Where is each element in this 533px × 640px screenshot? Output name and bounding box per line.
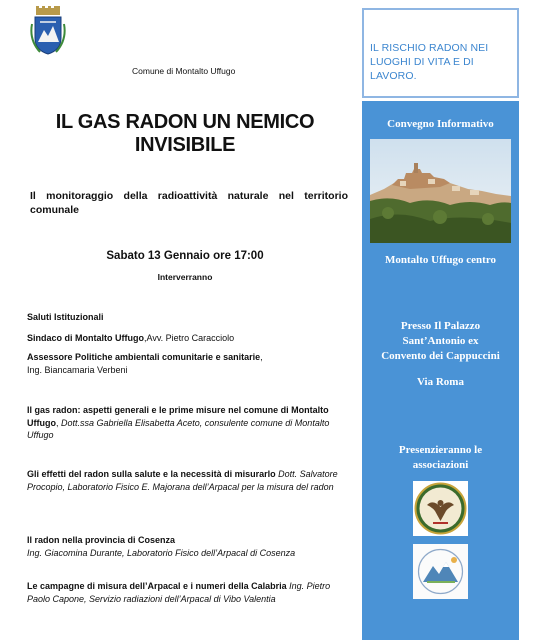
town-photo [370,139,511,243]
program-item-normal: , [56,417,62,428]
program-item-greetings [27,311,352,324]
venue-line-3: Convento dei Cappuccini [381,350,500,362]
program-item-normal: ,Avv. Pietro Caracciolo [143,333,235,343]
program-item-speaker: Ing. Pietro Paolo Capone, Servizio radiazioni dell’Arpacal di Vibo Valentia [27,581,331,604]
program-item-bold: Il radon nella provincia di Cosenza [27,535,176,545]
street-label: Via Roma [417,376,464,388]
topic-text: IL RISCHIO RADON NEI LUOGHI DI VITA E DI LAVORO. [370,42,489,82]
event-date: Sabato 13 Gennaio ore 17:00 [106,250,264,262]
program-item-normal: , [260,352,263,362]
association-logo-mountain [413,544,468,599]
convegno-label: Convegno Informativo [387,118,494,130]
program-item-speaker: Dott.ssa Gabriella Elisabetta Aceto, consulente comune di Montalto Uffugo [27,417,330,440]
speakers-heading: Interverranno [157,272,213,282]
municipal-crest-icon [28,6,68,56]
associations-line-1: Presenzieranno le [398,444,483,456]
info-panel [362,101,519,640]
program-item-mayor [27,332,352,345]
program-item-talk-3 [27,534,352,559]
program-item-bold: Le campagne di misura dell’Arpacal e i numeri della Calabria [27,581,287,591]
program-item-talk-1 [27,404,352,442]
program-item-bold: Assessore Politiche ambientali comunitarie e sanitarie [27,352,261,362]
program-item-bold: Sindaco di Montalto Uffugo [27,333,144,343]
program-item-talk-2 [27,468,352,493]
page-title [20,111,350,157]
program-item-speaker: Ing. Giacomina Durante, Laboratorio Fisico dell’Arpacal di Cosenza [27,547,296,558]
program-item-speaker: Ing. Biancamaria Verbeni [27,364,128,375]
venue-line-1: Presso Il Palazzo [400,320,481,332]
topic-box [362,8,519,98]
associations-line-2: associazioni [412,459,469,471]
program-item-bold: Il gas radon: aspetti generali e le prime misure nel comune di Montalto Uffugo [27,405,329,428]
program-item-speaker: Dott. Salvatore Procopio, Laboratorio Fisico E. Majorana dell’Arpacal per la misura del radon [27,469,338,492]
association-logo-eagle [413,481,468,536]
title-line-1: IL GAS RADON UN NEMICO [55,111,315,133]
program-item-bold: Saluti Istituzionali [27,312,104,322]
location-label: Montalto Uffugo centro [385,254,496,266]
title-line-2: INVISIBILE [134,134,236,156]
venue-line-2: Sant’Antonio ex [402,335,479,347]
program-item-assessore [27,351,352,376]
subtitle: Il monitoraggio della radioattività naturale nel territorio comunale [30,190,348,216]
municipality-name: Comune di Montalto Uffugo [132,66,236,76]
program-item-bold: Gli effetti del radon sulla salute e la necessità di misurarlo [27,469,276,479]
program-item-talk-4 [27,580,352,605]
